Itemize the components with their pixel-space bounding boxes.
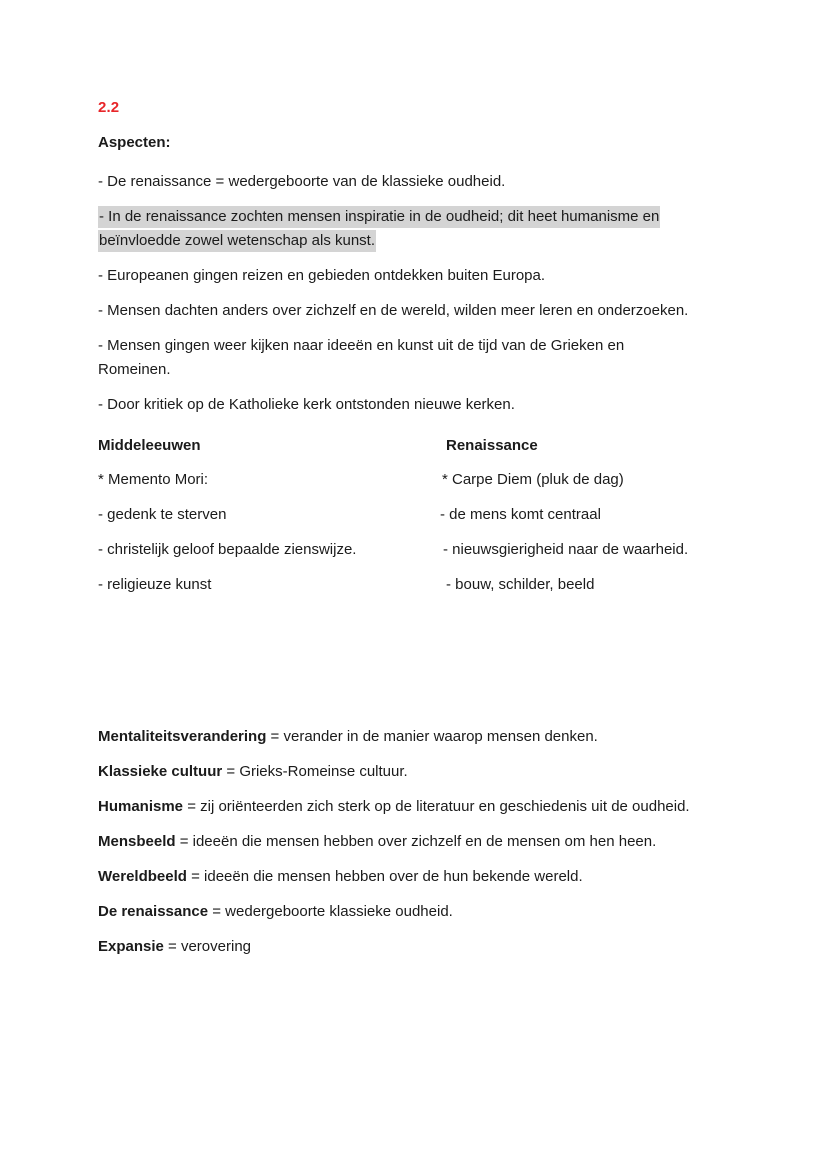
aspect-text: - De renaissance = wedergeboorte van de klassieke oudheid.	[98, 173, 506, 190]
column-header-renaissance: Renaissance	[446, 437, 538, 454]
definition-term: Klassieke cultuur	[98, 763, 223, 780]
aspect-paragraph	[98, 393, 732, 417]
aspect-paragraph	[98, 264, 732, 288]
aspect-paragraph	[98, 299, 732, 323]
comparison-table	[98, 436, 738, 608]
definition-term: Wereldbeeld	[98, 868, 187, 885]
comparison-left-item: - gedenk te sterven	[98, 506, 227, 523]
comparison-right-item: - bouw, schilder, beeld	[446, 576, 595, 593]
definition-term: Mensbeeld	[98, 833, 176, 850]
definition-term: Humanisme	[98, 798, 184, 815]
definition-text: = verander in de manier waarop mensen denken.	[266, 728, 598, 745]
definition-term: Mentaliteitsverandering	[98, 728, 267, 745]
definition-item	[98, 865, 698, 889]
definition-text: = Grieks-Romeinse cultuur.	[222, 763, 408, 780]
comparison-left-item: - christelijk geloof bepaalde zienswijze.	[98, 541, 357, 558]
comparison-right-item: * Carpe Diem (pluk de dag)	[442, 471, 624, 488]
definition-term: Expansie	[98, 938, 164, 955]
definition-text: = wedergeboorte klassieke oudheid.	[208, 903, 453, 920]
aspect-text: - Europeanen gingen reizen en gebieden ontdekken buiten Europa.	[98, 267, 546, 284]
definition-text: = ideeën die mensen hebben over zichzelf en de mensen om hen heen.	[175, 833, 657, 850]
aspect-paragraph	[98, 170, 732, 194]
definition-item	[98, 935, 698, 959]
aspect-paragraph	[98, 334, 658, 382]
aspect-paragraph-highlighted	[98, 205, 738, 253]
comparison-right-item: - de mens komt centraal	[440, 506, 601, 523]
definition-item	[98, 725, 698, 749]
definition-term: De renaissance	[98, 903, 209, 920]
comparison-left-item: * Memento Mori:	[98, 471, 209, 488]
comparison-right-item: - nieuwsgierigheid naar de waarheid.	[443, 541, 689, 558]
aspect-text-highlighted: - In de renaissance zochten mensen inspiratie in de oudheid; dit heet humanisme en beïnvloedde zowel wetenschap als kunst.	[98, 206, 660, 252]
aspect-text: - Door kritiek op de Katholieke kerk ontstonden nieuwe kerken.	[98, 396, 515, 413]
document-content	[98, 98, 738, 959]
definition-item	[98, 830, 698, 854]
aspect-text: - Mensen gingen weer kijken naar ideeën en kunst uit de tijd van de Grieken en Romeinen.	[98, 337, 625, 378]
definition-item	[98, 900, 698, 924]
definition-item	[98, 795, 698, 819]
definition-text: = verovering	[163, 938, 252, 955]
definition-text: = ideeën die mensen hebben over de hun bekende wereld.	[186, 868, 583, 885]
definition-item	[98, 760, 698, 784]
aspect-text: - Mensen dachten anders over zichzelf en de wereld, wilden meer leren en onderzoeken.	[98, 302, 689, 319]
definitions-list	[98, 725, 738, 959]
column-header-middeleeuwen: Middeleeuwen	[98, 437, 201, 454]
section-number: 2.2	[98, 99, 120, 116]
definition-text: = zij oriënteerden zich sterk op de literatuur en geschiedenis uit de oudheid.	[183, 798, 690, 815]
subheading-aspecten: Aspecten:	[98, 134, 171, 151]
comparison-left-item: - religieuze kunst	[98, 576, 212, 593]
